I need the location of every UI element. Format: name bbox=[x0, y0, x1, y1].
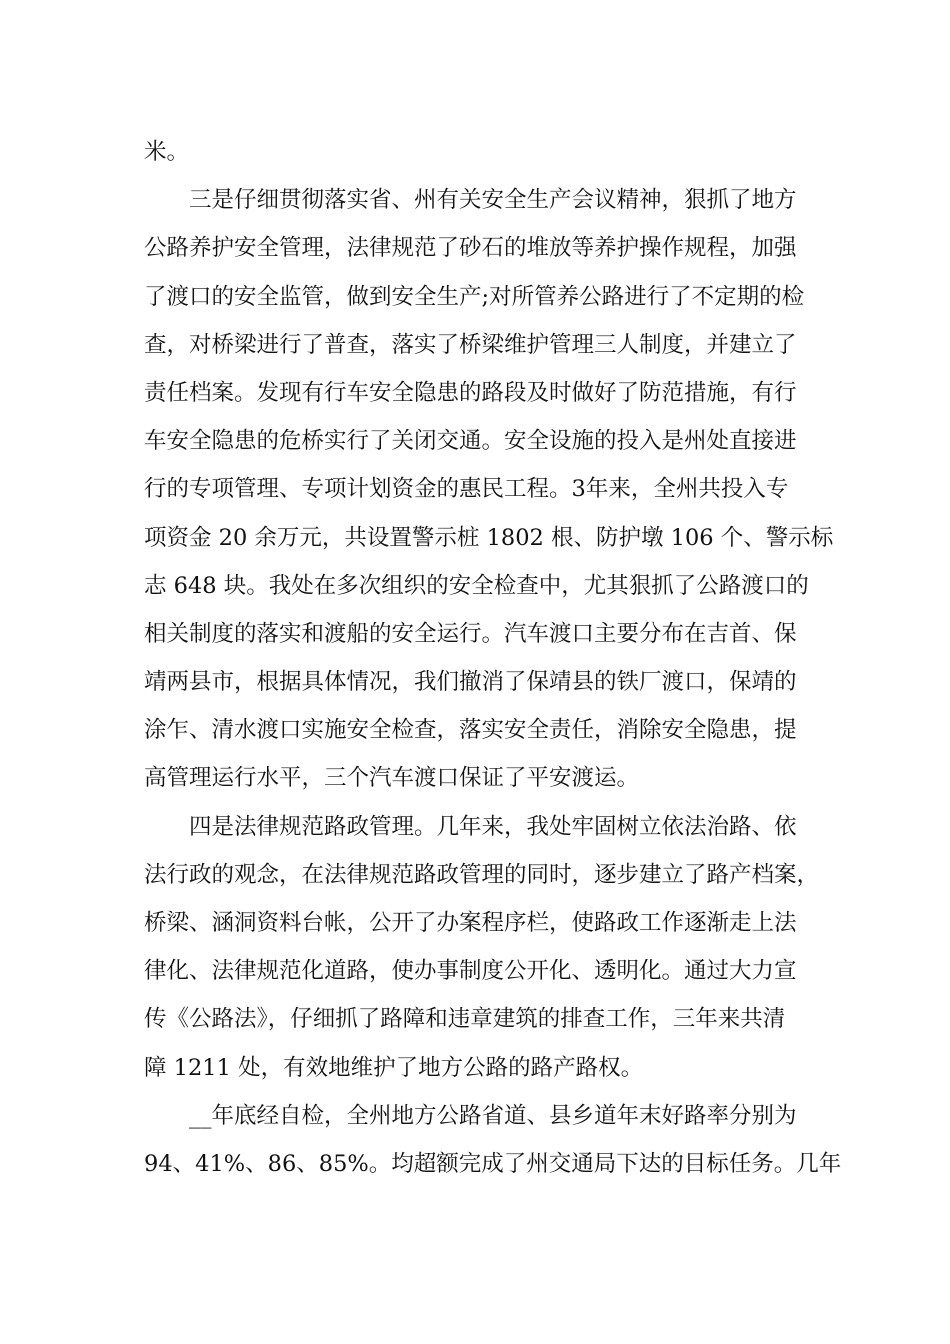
text-line: 车安全隐患的危桥实行了关闭交通。安全设施的投入是州处直接进 bbox=[144, 428, 797, 455]
text-line: 公路养护安全管理，法律规范了砂石的堆放等养护操作规程，加强 bbox=[144, 235, 797, 262]
text-line: 项资金 20 余万元，共设置警示桩 1802 根、防护墩 106 个、警示标 bbox=[144, 524, 834, 551]
text-line: 高管理运行水平，三个汽车渡口保证了平安渡运。 bbox=[144, 765, 640, 792]
text-line: 四是法律规范路政管理。几年来，我处牢固树立依法治路、依 bbox=[189, 813, 797, 840]
text-line: 94、41%、86、85%。均超额完成了州交通局下达的目标任务。几年 bbox=[144, 1150, 842, 1177]
text-line: 桥梁、涵洞资料台帐，公开了办案程序栏，使路政工作逐渐走上法 bbox=[144, 910, 797, 936]
text-line: 责任档案。发现有行车安全隐患的路段及时做好了防范措施，有行 bbox=[144, 379, 797, 406]
text-line: 米。 bbox=[144, 139, 190, 165]
text-line: 三是仔细贯彻落实省、州有关安全生产会议精神，狠抓了地方 bbox=[189, 187, 797, 214]
document-body bbox=[144, 128, 842, 1188]
text-line: 法行政的观念，在法律规范路政管理的同时，逐步建立了路产档案， bbox=[144, 861, 820, 888]
text-line: 了渡口的安全监管，做到安全生产;对所管养公路进行了不定期的检 bbox=[144, 283, 805, 310]
text-line: 障 1211 处，有效地维护了地方公路的路产路权。 bbox=[144, 1054, 644, 1081]
text-line: 涂乍、清水渡口实施安全检查，落实安全责任，消除安全隐患，提 bbox=[144, 717, 797, 744]
text-line: __年底经自检，全州地方公路省道、县乡道年末好路率分别为 bbox=[189, 1102, 797, 1129]
text-line: 查，对桥梁进行了普查，落实了桥梁维护管理三人制度，并建立了 bbox=[144, 331, 797, 358]
text-line: 靖两县市，根据具体情况，我们撤消了保靖县的铁厂渡口，保靖的 bbox=[144, 669, 797, 696]
text-line: 律化、法律规范化道路，使办事制度公开化、透明化。通过大力宣 bbox=[144, 958, 797, 985]
text-line: 相关制度的落实和渡船的安全运行。汽车渡口主要分布在吉首、保 bbox=[144, 620, 797, 647]
text-line: 传《公路法》，仔细抓了路障和违章建筑的排查工作，三年来共清 bbox=[144, 1006, 786, 1033]
text-line: 行的专项管理、专项计划资金的惠民工程。3年来，全州共投入专 bbox=[144, 476, 789, 503]
text-line: 志 648 块。我处在多次组织的安全检查中，尤其狠抓了公路渡口的 bbox=[144, 572, 809, 599]
